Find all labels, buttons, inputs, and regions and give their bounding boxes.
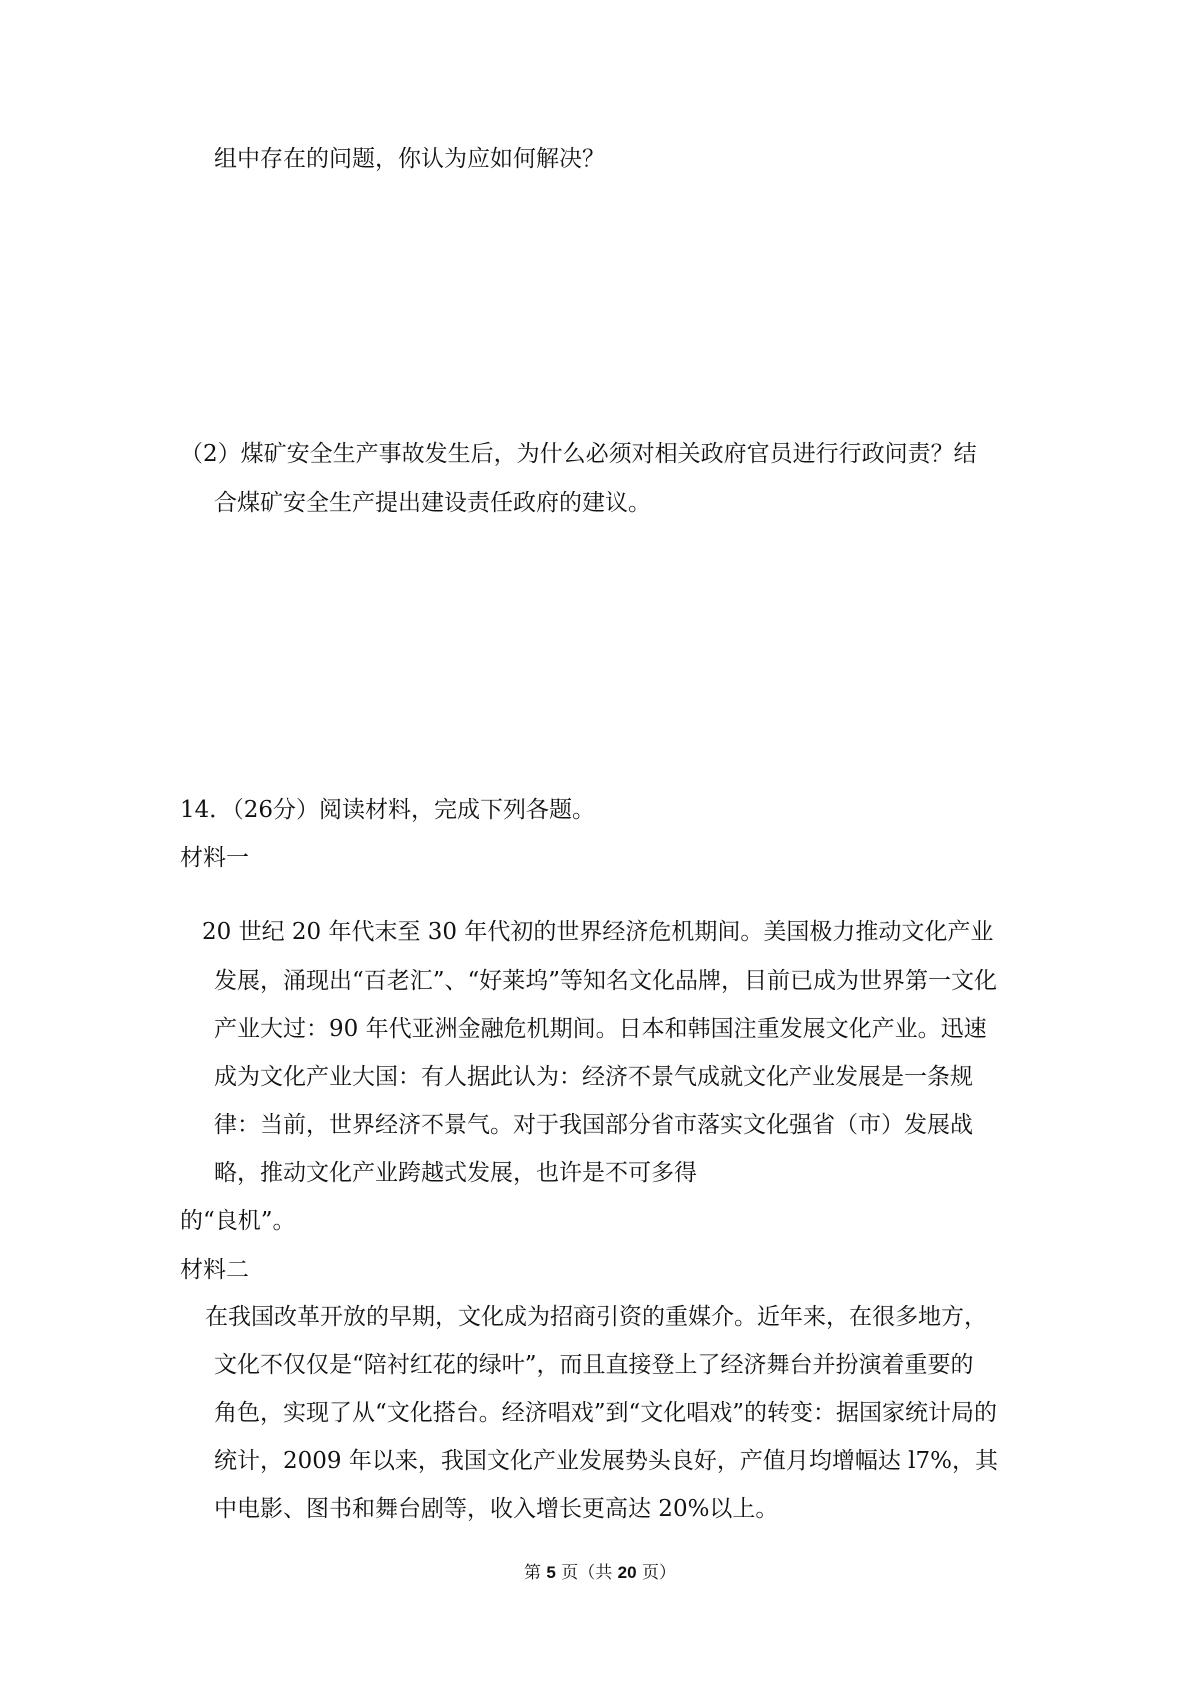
material-2-line: 在我国改革开放的早期，文化成为招商引资的重媒介。近年来，在很多地方， (205, 1304, 987, 1330)
material-2-title: 材料二 (180, 1257, 249, 1283)
footer-prefix: 第 (523, 1563, 541, 1583)
material-1-title: 材料一 (180, 845, 249, 871)
footer-total-pages: 20 (617, 1563, 637, 1582)
material-1-line: 律：当前，世界经济不景气。对于我国部分省市落实文化强省（市）发展战 (214, 1112, 973, 1138)
material-1-line: 发展，涌现出“百老汇”、“好莱坞”等知名文化品牌，目前已成为世界第一文化 (214, 968, 998, 994)
material-2-line: 中电影、图书和舞台剧等，收入增长更高达 20%以上。 (214, 1496, 779, 1522)
footer-page-number: 5 (546, 1563, 556, 1582)
material-2-line: 角色，实现了从“文化搭台。经济唱戏”到“文化唱戏”的转变：据国家统计局的 (214, 1400, 998, 1426)
question-13-continuation: 组中存在的问题，你认为应如何解决？ (214, 146, 605, 172)
material-2-line: 统计，2009 年以来，我国文化产业发展势头良好，产值月均增幅达 l7%，其 (214, 1448, 998, 1474)
footer-mid: 页（共 (561, 1563, 613, 1583)
material-1-line: 略，推动文化产业跨越式发展，也许是不可多得 (214, 1160, 697, 1186)
material-1-line: 的“良机”。 (180, 1208, 296, 1234)
question-14-header: 14．（26分）阅读材料，完成下列各题。 (180, 797, 596, 823)
material-1-line: 产业大过：90 年代亚洲金融危机期间。日本和韩国注重发展文化产业。迅速 (214, 1016, 987, 1042)
question-13-part-2-line-1: （2）煤矿安全生产事故发生后，为什么必须对相关政府官员进行行政问责？结 (180, 441, 977, 467)
page-footer (0, 1562, 1200, 1584)
material-1-line: 20 世纪 20 年代末至 30 年代初的世界经济危机期间。美国极力推动文化产业 (202, 919, 994, 945)
question-13-part-2-line-2: 合煤矿安全生产提出建设责任政府的建议。 (214, 490, 651, 516)
footer-suffix: 页） (642, 1563, 676, 1583)
material-2-line: 文化不仅仅是“陪衬红花的绿叶”，而且直接登上了经济舞台并扮演着重要的 (214, 1352, 974, 1378)
material-1-line: 成为文化产业大国：有人据此认为：经济不景气成就文化产业发展是一条规 (214, 1064, 973, 1090)
